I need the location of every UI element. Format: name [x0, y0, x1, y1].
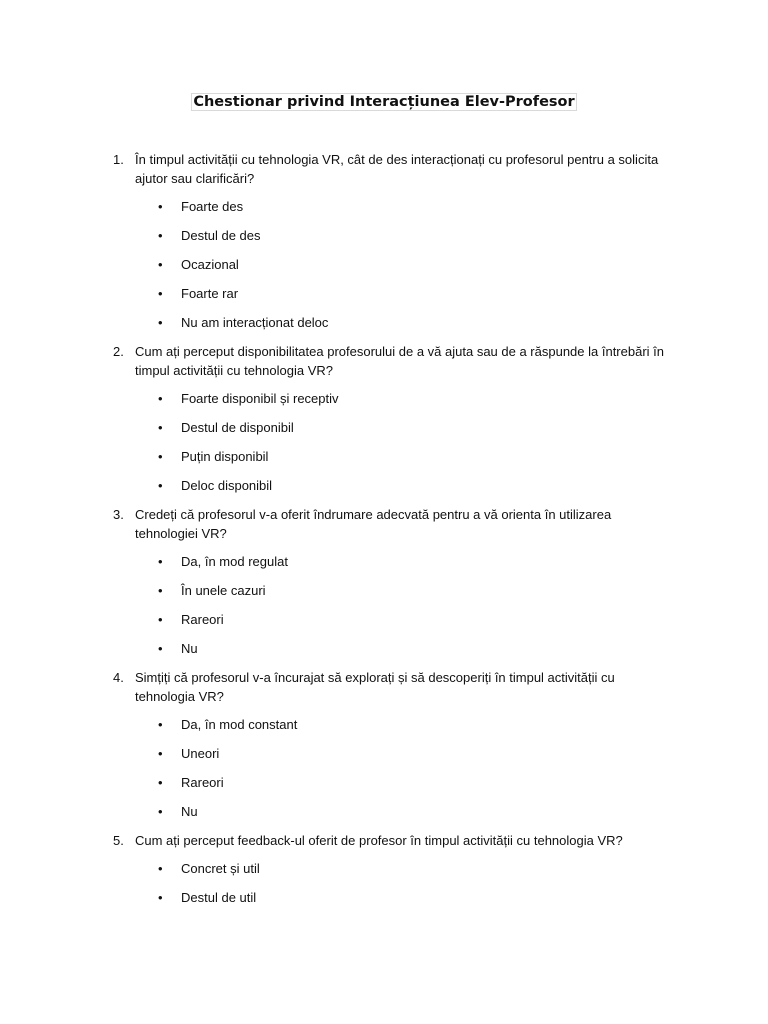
option-label: Foarte des: [181, 199, 244, 214]
option-label: Destul de util: [181, 890, 257, 905]
question-4-options: [0, 715, 768, 821]
question-4-row: [0, 668, 768, 706]
bullet-icon: •: [158, 315, 163, 330]
bullet-icon: •: [158, 228, 163, 243]
list-item: [0, 389, 768, 408]
bullet-icon: •: [158, 641, 163, 656]
option-label: Foarte disponibil și receptiv: [181, 391, 339, 406]
question-2-row: [0, 342, 768, 380]
option-label: Nu: [181, 804, 198, 819]
question-4: [0, 668, 768, 821]
bullet-icon: •: [158, 861, 163, 876]
bullet-icon: •: [158, 746, 163, 761]
option-label: Nu am interacționat deloc: [181, 315, 329, 330]
bullet-icon: •: [158, 449, 163, 464]
question-5: [0, 831, 768, 907]
bullet-icon: •: [158, 554, 163, 569]
list-item: [0, 284, 768, 303]
bullet-icon: •: [158, 775, 163, 790]
question-5-number: 5.: [113, 833, 124, 848]
question-list: [0, 150, 768, 917]
option-label: Rareori: [181, 775, 224, 790]
question-1-row: [0, 150, 768, 188]
list-item: [0, 715, 768, 734]
page-title: [0, 92, 768, 112]
bullet-icon: •: [158, 199, 163, 214]
bullet-icon: •: [158, 257, 163, 272]
question-1: [0, 150, 768, 332]
option-label: Destul de disponibil: [181, 420, 294, 435]
option-label: Da, în mod regulat: [181, 554, 288, 569]
bullet-icon: •: [158, 804, 163, 819]
bullet-icon: •: [158, 286, 163, 301]
list-item: [0, 859, 768, 878]
question-3-number: 3.: [113, 507, 124, 522]
page-title-text: Chestionar privind Interacțiunea Elev-Profesor: [193, 94, 575, 110]
bullet-icon: •: [158, 583, 163, 598]
question-1-number: 1.: [113, 152, 124, 167]
list-item: [0, 888, 768, 907]
option-label: Puțin disponibil: [181, 449, 269, 464]
list-item: [0, 447, 768, 466]
list-item: [0, 552, 768, 571]
question-3-row: [0, 505, 768, 543]
list-item: [0, 313, 768, 332]
bullet-icon: •: [158, 717, 163, 732]
option-label: Deloc disponibil: [181, 478, 273, 493]
option-label: Concret și util: [181, 861, 260, 876]
option-label: În unele cazuri: [181, 583, 266, 598]
list-item: [0, 802, 768, 821]
question-2-text: Cum ați perceput disponibilitatea profesorului de a vă ajuta sau de a răspunde la întrebări în timpul activității cu tehnologia VR?: [135, 344, 664, 378]
list-item: [0, 639, 768, 658]
option-label: Destul de des: [181, 228, 261, 243]
bullet-icon: •: [158, 890, 163, 905]
question-3: [0, 505, 768, 658]
list-item: [0, 744, 768, 763]
option-label: Ocazional: [181, 257, 239, 272]
question-1-text: În timpul activității cu tehnologia VR, cât de des interacționați cu profesorul pentru a solicita ajutor sau clarificări?: [135, 152, 659, 186]
list-item: [0, 476, 768, 495]
bullet-icon: •: [158, 391, 163, 406]
list-item: [0, 610, 768, 629]
list-item: [0, 255, 768, 274]
list-item: [0, 418, 768, 437]
option-label: Foarte rar: [181, 286, 239, 301]
bullet-icon: •: [158, 478, 163, 493]
list-item: [0, 581, 768, 600]
list-item: [0, 773, 768, 792]
question-1-options: [0, 197, 768, 332]
question-4-text: Simțiți că profesorul v-a încurajat să explorați și să descoperiți în timpul activității cu tehnologia VR?: [135, 670, 615, 704]
question-2: [0, 342, 768, 495]
option-label: Nu: [181, 641, 198, 656]
question-5-text: Cum ați perceput feedback-ul oferit de profesor în timpul activității cu tehnologia VR?: [135, 833, 623, 848]
option-label: Uneori: [181, 746, 220, 761]
list-item: [0, 226, 768, 245]
question-5-row: [0, 831, 768, 850]
question-2-number: 2.: [113, 344, 124, 359]
bullet-icon: •: [158, 612, 163, 627]
question-3-options: [0, 552, 768, 658]
list-item: [0, 197, 768, 216]
option-label: Rareori: [181, 612, 224, 627]
question-5-options: [0, 859, 768, 907]
question-3-text: Credeți că profesorul v-a oferit îndrumare adecvată pentru a vă orienta în utilizarea tehnologiei VR?: [135, 507, 612, 541]
question-2-options: [0, 389, 768, 495]
option-label: Da, în mod constant: [181, 717, 298, 732]
question-4-number: 4.: [113, 670, 124, 685]
bullet-icon: •: [158, 420, 163, 435]
